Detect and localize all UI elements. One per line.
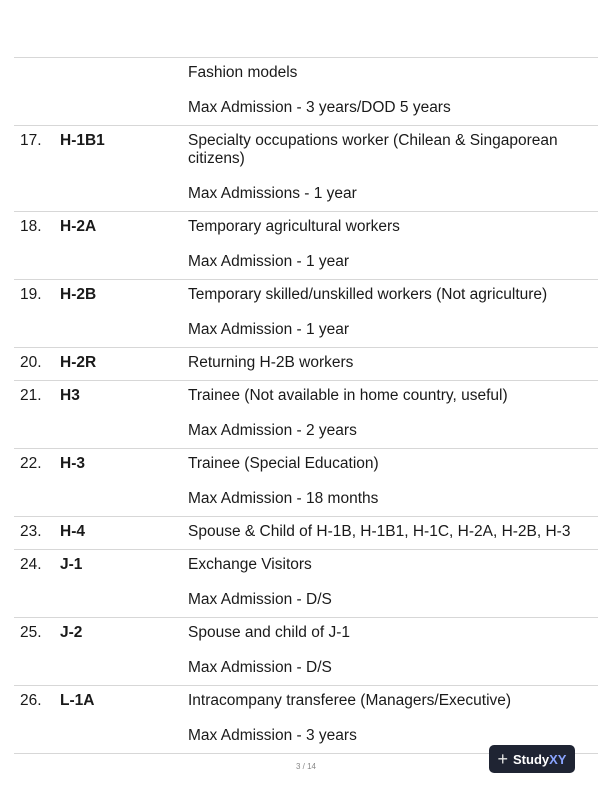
- visa-description: [188, 132, 598, 203]
- table-row: [14, 550, 598, 618]
- visa-description: [188, 387, 598, 440]
- description-line: Max Admission - D/S: [188, 591, 332, 608]
- visa-description: [188, 556, 598, 609]
- visa-code: J-1: [60, 556, 83, 573]
- description-line: Max Admission - 18 months: [188, 490, 379, 507]
- visa-code: H-3: [60, 455, 85, 472]
- visa-description: [188, 286, 598, 339]
- spacer: [188, 236, 594, 253]
- table-row: [14, 618, 598, 686]
- visa-code: H3: [60, 387, 80, 404]
- spacer: [188, 304, 594, 321]
- table-row: [14, 517, 598, 550]
- description-line: Max Admission - 2 years: [188, 422, 357, 439]
- row-number: 26.: [20, 692, 42, 709]
- description-line: Max Admission - 3 years: [188, 727, 357, 744]
- spacer: [188, 642, 594, 659]
- visa-code: H-2R: [60, 354, 97, 371]
- visa-description: [188, 354, 598, 372]
- table-row: [14, 381, 598, 449]
- description-line: Returning H-2B workers: [188, 354, 354, 371]
- description-line: Exchange Visitors: [188, 556, 312, 573]
- visa-code: H-4: [60, 523, 85, 540]
- row-number: 20.: [20, 354, 42, 371]
- row-number: 22.: [20, 455, 42, 472]
- description-line: Trainee (Special Education): [188, 455, 379, 472]
- visa-description: [188, 64, 598, 117]
- visa-code: J-2: [60, 624, 83, 641]
- description-line: citizens): [188, 150, 245, 167]
- visa-description: [188, 692, 598, 745]
- table-row: [14, 280, 598, 348]
- table-row: [14, 212, 598, 280]
- brand-main: Study: [513, 751, 550, 767]
- spacer: [188, 82, 594, 99]
- spacer: [188, 710, 594, 727]
- description-line: Max Admissions - 1 year: [188, 185, 357, 202]
- description-line: Max Admission - 3 years/DOD 5 years: [188, 99, 451, 116]
- visa-code: H-2A: [60, 218, 97, 235]
- row-number: 23.: [20, 523, 42, 540]
- visa-code: L-1A: [60, 692, 95, 709]
- table-row: [14, 348, 598, 381]
- visa-code: H-1B1: [60, 132, 105, 149]
- visa-code: [60, 64, 188, 117]
- row-number: 18.: [20, 218, 42, 235]
- visa-description: [188, 455, 598, 508]
- description-line: Spouse and child of J-1: [188, 624, 350, 641]
- visa-description: [188, 218, 598, 271]
- spacer: [188, 168, 594, 185]
- table-row: [14, 686, 598, 754]
- description-line: Fashion models: [188, 64, 298, 81]
- spacer: [188, 473, 594, 490]
- spacer: [188, 405, 594, 422]
- visa-code: H-2B: [60, 286, 97, 303]
- visa-table: [14, 57, 598, 754]
- visa-description: [188, 523, 598, 541]
- description-line: Trainee (Not available in home country, useful): [188, 387, 508, 404]
- description-line: Temporary skilled/unskilled workers (Not agriculture): [188, 286, 548, 303]
- brand-accent: XY: [549, 751, 567, 767]
- plus-icon: +: [497, 748, 509, 769]
- table-row: [14, 126, 598, 212]
- row-number: [14, 64, 60, 117]
- table-row: [14, 58, 598, 126]
- row-number: 17.: [20, 132, 42, 149]
- description-line: Max Admission - D/S: [188, 659, 332, 676]
- spacer: [188, 574, 594, 591]
- row-number: 24.: [20, 556, 42, 573]
- table-row: [14, 449, 598, 517]
- description-line: Specialty occupations worker (Chilean & Singaporean: [188, 132, 558, 149]
- page-indicator: 3 / 14: [295, 762, 316, 771]
- visa-description: [188, 624, 598, 677]
- row-number: 25.: [20, 624, 42, 641]
- row-number: 19.: [20, 286, 42, 303]
- description-line: Temporary agricultural workers: [188, 218, 400, 235]
- description-line: Max Admission - 1 year: [188, 321, 350, 338]
- studyxy-badge[interactable]: [489, 745, 575, 773]
- row-number: 21.: [20, 387, 42, 404]
- description-line: Intracompany transferee (Managers/Executive): [188, 692, 512, 709]
- description-line: Spouse & Child of H-1B, H-1B1, H-1C, H-2A, H-2B, H-3: [188, 523, 571, 540]
- description-line: Max Admission - 1 year: [188, 253, 350, 270]
